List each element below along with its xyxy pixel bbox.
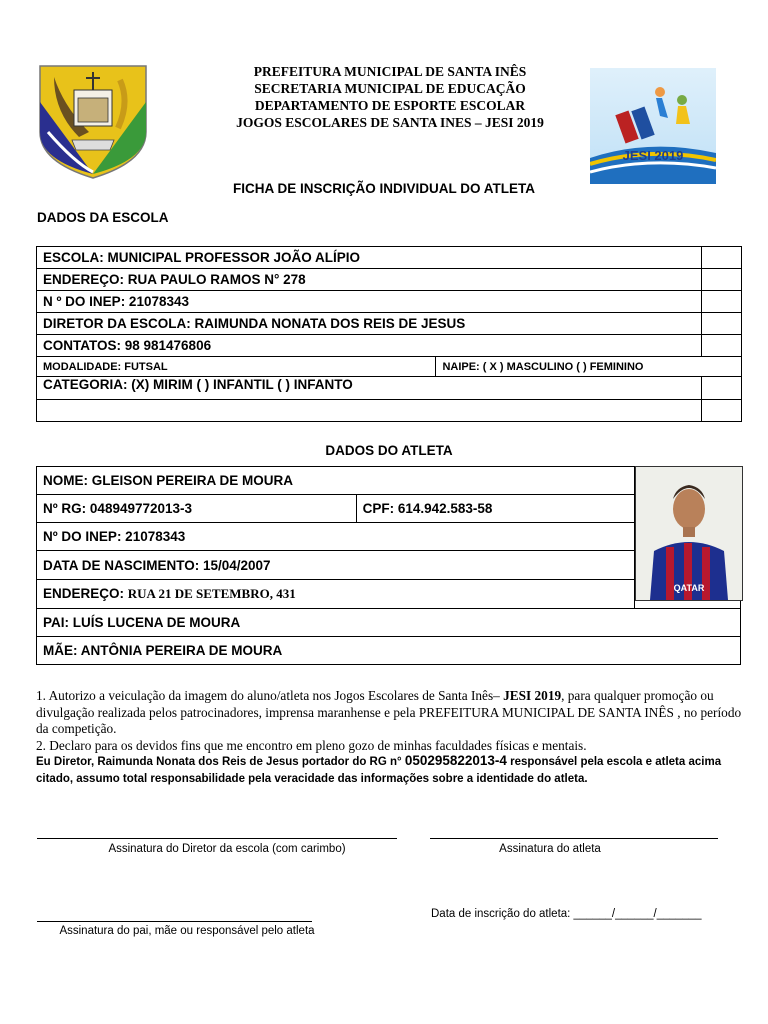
director-signature-label: Assinatura do Diretor da escola (com carimbo): [108, 843, 346, 855]
photo-shirt-text: QATAR: [673, 583, 705, 593]
parent-signature-label: Assinatura do pai, mãe ou responsável pelo atleta: [59, 925, 315, 937]
empty-row: [37, 400, 702, 422]
athlete-signature-line: [430, 838, 718, 839]
form-title: FICHA DE INSCRIÇÃO INDIVIDUAL DO ATLETA: [233, 181, 535, 196]
empty-cell: [702, 400, 742, 422]
empty-cell: [702, 377, 742, 400]
director-declaration: Eu Diretor, Raimunda Nonata dos Reis de Jesus portador do RG n° 050295822013-4 responsável pela escola e atleta acima citado, assumo total responsabilidade pela veracidade das informações sobre a identidade do atleta.: [36, 753, 722, 785]
header-line-departamento: DEPARTAMENTO DE ESPORTE ESCOLAR: [254, 98, 526, 113]
school-address: ENDEREÇO: RUA PAULO RAMOS N° 278: [37, 269, 702, 291]
school-data-table: [36, 246, 742, 422]
athlete-mother: MÃE: ANTÔNIA PEREIRA DE MOURA: [37, 637, 741, 665]
modality: MODALIDADE: FUTSAL: [37, 357, 436, 377]
director-signature-line: [37, 838, 397, 839]
authorization-terms: [36, 688, 746, 754]
header-line-jogos: JOGOS ESCOLARES DE SANTA INES – JESI 2019: [236, 115, 544, 130]
athlete-address: [37, 580, 635, 609]
athlete-birth-date: DATA DE NASCIMENTO: 15/04/2007: [37, 551, 635, 580]
gender-division: NAIPE: ( X ) MASCULINO ( ) FEMININO: [436, 357, 742, 377]
empty-cell: [702, 269, 742, 291]
athlete-photo: [635, 466, 743, 601]
athlete-cpf: CPF: 614.942.583-58: [356, 495, 635, 523]
empty-cell: [702, 335, 742, 357]
athlete-rg: Nº RG: 048949772013-3: [37, 495, 357, 523]
jesi-logo: [590, 68, 716, 184]
empty-cell: [702, 247, 742, 269]
empty-cell: [702, 291, 742, 313]
municipal-coat-of-arms: [34, 62, 152, 180]
director-rg: 050295822013-4: [404, 753, 507, 768]
term-health-declaration: 2. Declaro para os devidos fins que me encontro em pleno gozo de minhas faculdades físicas e mentais.: [36, 737, 587, 753]
school-section-title: DADOS DA ESCOLA: [37, 210, 169, 225]
athlete-signature-label: Assinatura do atleta: [499, 843, 601, 855]
athlete-name: NOME: GLEISON PEREIRA DE MOURA: [37, 467, 635, 495]
school-inep: N º DO INEP: 21078343: [37, 291, 702, 313]
school-name: ESCOLA: MUNICIPAL PROFESSOR JOÃO ALÍPIO: [37, 247, 702, 269]
athlete-address-value: RUA 21 DE SETEMBRO, 431: [127, 586, 296, 601]
header-line-prefeitura: PREFEITURA MUNICIPAL DE SANTA INÊS: [253, 64, 527, 79]
registration-date-field: Data de inscrição do atleta: ______/______/_______: [431, 908, 702, 920]
school-contacts: CONTATOS: 98 981476806: [37, 335, 702, 357]
parent-signature-line: [37, 921, 312, 922]
empty-cell: [702, 313, 742, 335]
term-image-authorization: 1. Autorizo a veiculação da imagem do aluno/atleta nos Jogos Escolares de Santa Inês– JESI 2019, para qualquer promoção ou divulgação realizada pelos patrocinadores, imprensa maranhense e pela PREFEITURA MUNICIPAL DE SANTA INÊS , no período da competição.: [36, 688, 742, 736]
jesi-logo-label: JESI 2019: [622, 148, 684, 163]
document-header: [190, 63, 590, 131]
athlete-section-title: DADOS DO ATLETA: [325, 443, 453, 458]
header-line-secretaria: SECRETARIA MUNICIPAL DE EDUCAÇÃO: [254, 81, 526, 96]
category: CATEGORIA: (X) MIRIM ( ) INFANTIL ( ) INFANTO: [37, 377, 702, 400]
school-director: DIRETOR DA ESCOLA: RAIMUNDA NONATA DOS REIS DE JESUS: [37, 313, 702, 335]
athlete-father: PAI: LUÍS LUCENA DE MOURA: [37, 609, 741, 637]
athlete-address-label: ENDEREÇO:: [43, 586, 128, 601]
athlete-inep: Nº DO INEP: 21078343: [37, 523, 635, 551]
